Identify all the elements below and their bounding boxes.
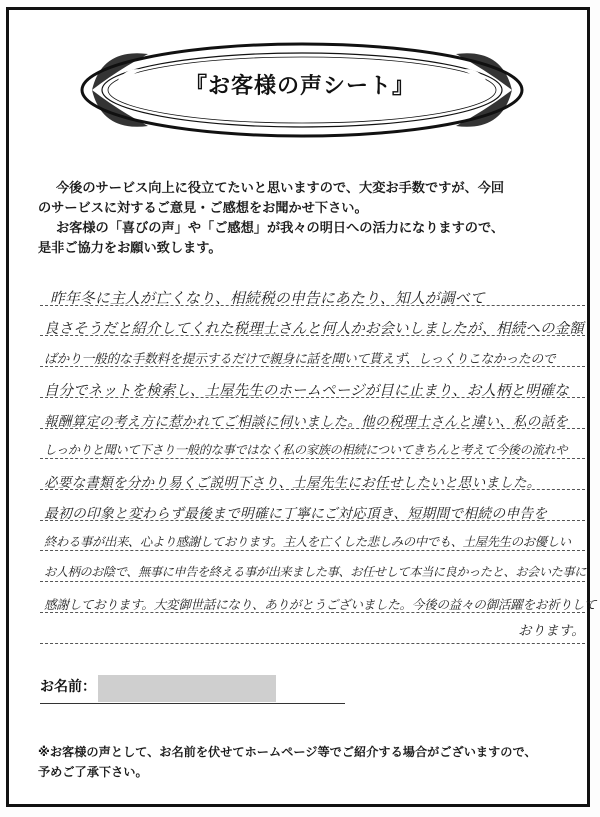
- name-redaction: [98, 675, 276, 702]
- name-label: お名前：: [40, 679, 96, 695]
- handwritten-line: しっかりと聞いて下さり一般的な事ではなく私の家族の相続についてきちんと考えて今後の流れや: [44, 443, 568, 457]
- intro-line: 今後のサービス向上に役立てたいと思いますので、大変お手数ですが、今回: [56, 181, 505, 196]
- handwritten-line: おります。: [518, 624, 585, 639]
- ruled-line: [40, 643, 585, 644]
- handwritten-line: 終わる事が出来、心より感謝しております。主人を亡くした悲しみの中でも、土屋先生のお優しい: [44, 534, 571, 549]
- footer-note: [38, 742, 578, 782]
- ruled-line: [40, 550, 585, 551]
- handwritten-line: 良さそうだと紹介してくれた税理士さんと何人かお会いしましたが、相続への金額: [44, 321, 584, 337]
- intro-line: お客様の「喜びの声」や「ご感想」が我々の明日への活力になりますので、: [56, 221, 505, 236]
- note-line: ※お客様の声として、お名前を伏せてホームページ等でご紹介する場合がございますので、: [38, 745, 537, 759]
- intro-line: のサービスに対するご意見・ご感想をお聞かせ下さい。: [38, 201, 368, 216]
- intro-text: [38, 179, 578, 259]
- handwritten-line: 感謝しております。大変御世話になり、ありがとうございました。今後の益々の御活躍をお祈りして: [44, 597, 597, 612]
- handwritten-line: 最初の印象と変わらず最後まで明確に丁寧にご対応頂き、短期間で相続の申告を: [44, 506, 548, 522]
- handwritten-line: 報酬算定の考え方に惹かれてご相談に伺いました。他の税理士さんと違い、私の話を: [44, 414, 569, 430]
- handwritten-line: 必要な書類を分かり易くご説明下さり、土屋先生にお任せしたいと思いました。: [44, 475, 541, 491]
- ruled-line: [40, 581, 585, 582]
- sheet-title: 『お客様の声シート』: [184, 74, 415, 99]
- handwritten-line: お人柄のお陰で、無事に申告を終える事が出来ました事、お任せして本当に良かったと、お会いた事に: [44, 565, 586, 579]
- ruled-line: [40, 458, 585, 459]
- intro-line: 是非ご協力をお願い致します。: [38, 241, 222, 256]
- name-underline: [40, 703, 345, 704]
- handwritten-line: 昨年冬に主人が亡くなり、相続税の申告にあたり、知人が調べて: [50, 290, 485, 307]
- note-line: 予めご了承下さい。: [38, 765, 148, 779]
- handwritten-line: 自分でネットを検索し、土屋先生のホームページが目に止まり、お人柄と明確な: [44, 383, 569, 399]
- handwritten-line: ばかり一般的な手数料を提示するだけで親身に話を聞いて貰えず、しっくりこなかったので: [44, 352, 556, 367]
